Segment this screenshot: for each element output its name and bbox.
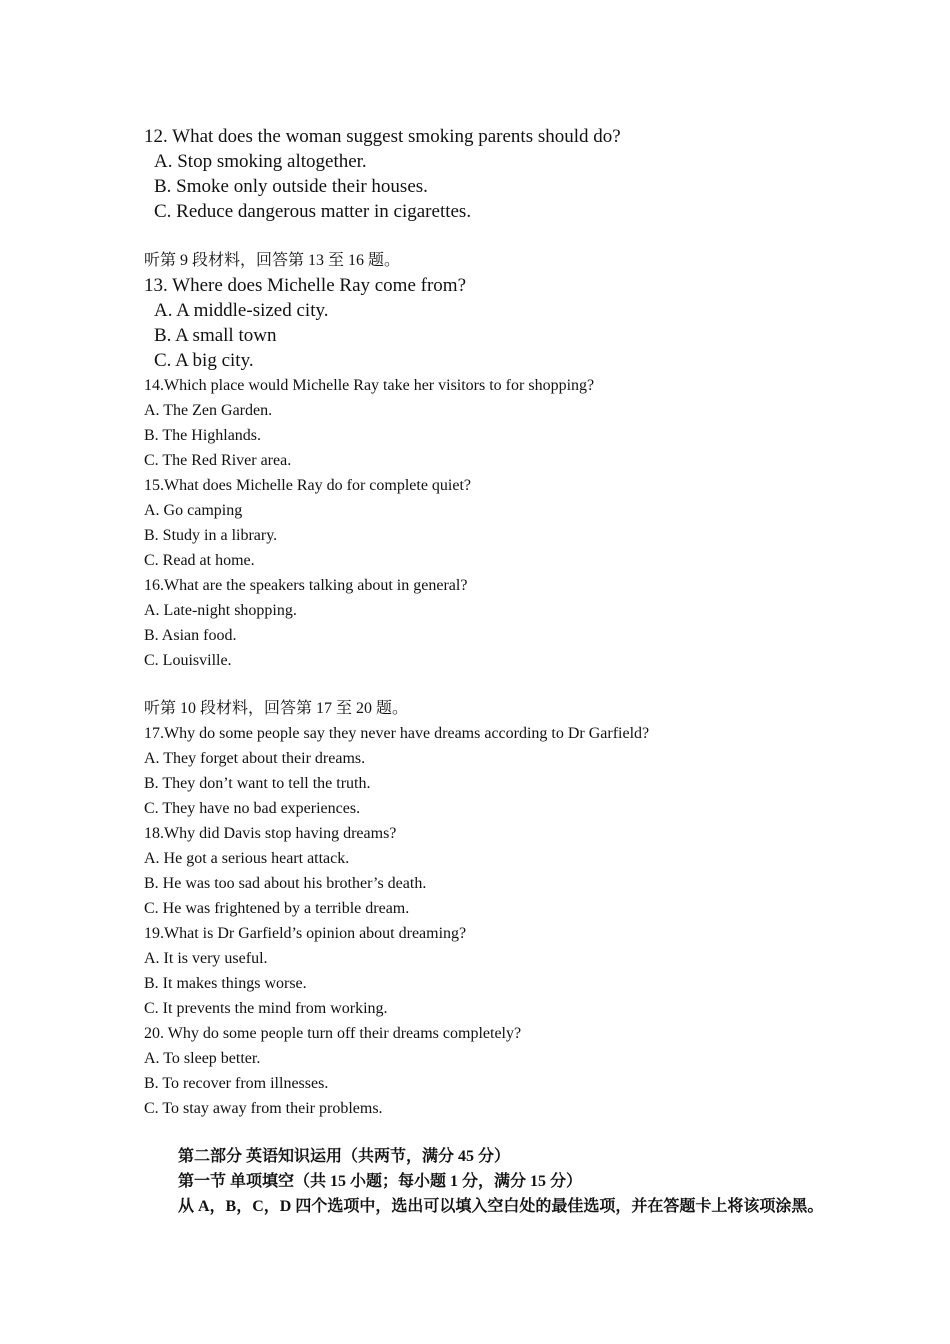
question-18 [144,821,884,921]
option-b: B. To recover from illnesses. [144,1075,329,1092]
question-13 [144,273,884,373]
question-text: 20. Why do some people turn off their dreams completely? [144,1025,522,1042]
question-text: 15.What does Michelle Ray do for complete quiet? [144,477,472,494]
question-text: 13. Where does Michelle Ray come from? [144,275,467,296]
question-text: 16.What are the speakers talking about in general? [144,577,468,594]
option-c: C. Reduce dangerous matter in cigarettes. [154,201,472,222]
question-16 [144,573,884,673]
option-a: A. It is very useful. [144,950,268,967]
option-a: A. Late-night shopping. [144,602,297,619]
option-b: B. It makes things worse. [144,975,307,992]
option-b: B. A small town [154,325,277,346]
option-c: C. Read at home. [144,552,255,569]
option-b: B. The Highlands. [144,427,262,444]
option-a: A. He got a serious heart attack. [144,850,350,867]
option-c: C. A big city. [154,350,254,371]
option-b: B. Study in a library. [144,527,278,544]
question-20 [144,1021,884,1121]
option-b: B. Asian food. [144,627,237,644]
option-c: C. It prevents the mind from working. [144,1000,388,1017]
part-2-section-1-title: 第一节 单项填空（共 15 小题；每小题 1 分，满分 15 分） [178,1173,583,1190]
option-b: B. They don’t want to tell the truth. [144,775,371,792]
option-c: C. To stay away from their problems. [144,1100,383,1117]
option-a: A. Go camping [144,502,243,519]
option-a: A. They forget about their dreams. [144,750,366,767]
option-c: C. They have no bad experiences. [144,800,361,817]
option-c: C. Louisville. [144,652,232,669]
questions-17-20 [144,721,884,1121]
question-text: 18.Why did Davis stop having dreams? [144,825,397,842]
question-17 [144,721,884,821]
questions-14-16 [144,373,884,673]
part-2-header [178,1144,878,1219]
question-15 [144,473,884,573]
part-2-title: 第二部分 英语知识运用（共两节，满分 45 分） [178,1148,511,1165]
option-a: A. A middle-sized city. [154,300,329,321]
question-text: 14.Which place would Michelle Ray take her visitors to for shopping? [144,377,595,394]
option-c: C. The Red River area. [144,452,292,469]
part-2-instruction: 从 A，B，C，D 四个选项中，选出可以填入空白处的最佳选项，并在答题卡上将该项涂黑。 [178,1198,824,1215]
section-9-heading: 听第 9 段材料，回答第 13 至 16 题。 [144,252,401,269]
option-a: A. The Zen Garden. [144,402,273,419]
question-14 [144,373,884,473]
option-c: C. He was frightened by a terrible dream. [144,900,410,917]
question-text: 19.What is Dr Garfield’s opinion about dreaming? [144,925,467,942]
option-a: A. Stop smoking altogether. [154,151,367,172]
question-text: 17.Why do some people say they never have dreams according to Dr Garfield? [144,725,650,742]
question-19 [144,921,884,1021]
question-text: 12. What does the woman suggest smoking parents should do? [144,126,621,147]
option-b: B. He was too sad about his brother’s death. [144,875,427,892]
section-10-heading: 听第 10 段材料，回答第 17 至 20 题。 [144,700,409,717]
option-a: A. To sleep better. [144,1050,261,1067]
option-b: B. Smoke only outside their houses. [154,176,428,197]
question-12 [144,124,884,224]
